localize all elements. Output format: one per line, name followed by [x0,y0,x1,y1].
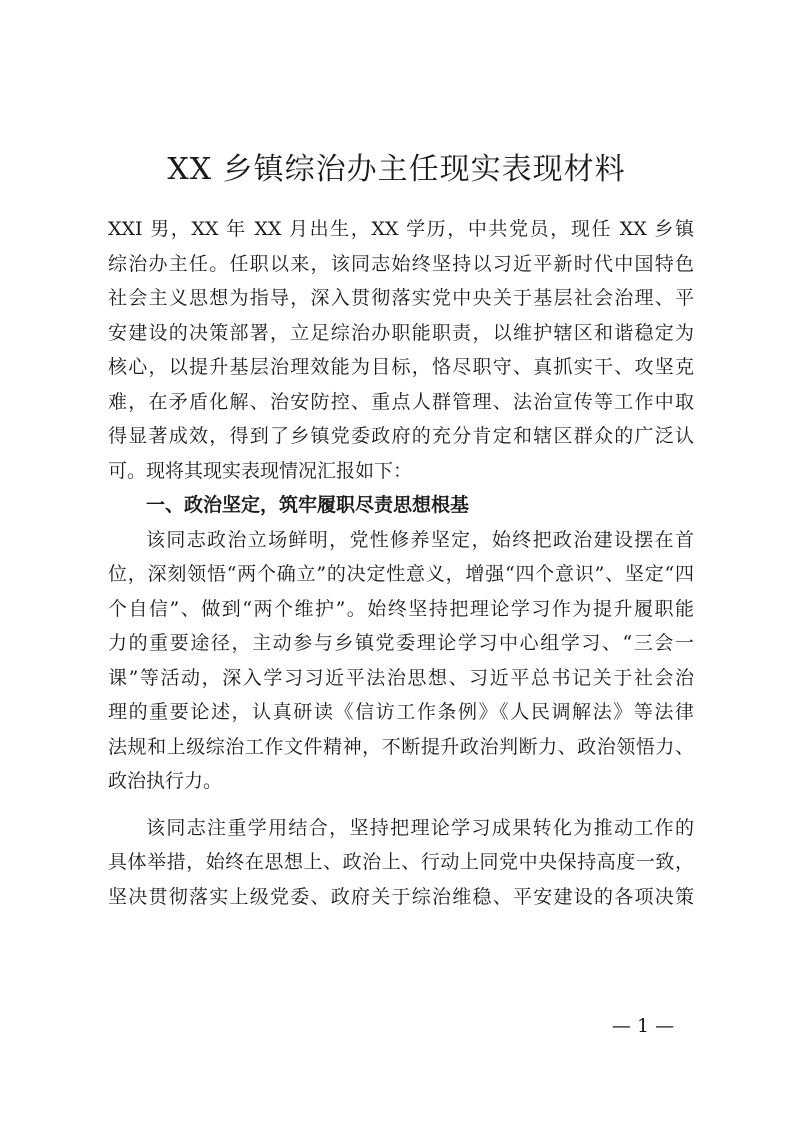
text-line: 核心，以提升基层治理效能为目标，恪尽职守、真抓实干、攻坚克 [108,356,694,378]
paragraph-gap [108,799,694,811]
text-line: 个自信”、做到“两个维护”。始终坚持把理论学习作为提升履职能 [108,597,694,620]
text-line: 综治办主任。任职以来，该同志始终坚持以习近平新时代中国特色 [108,252,694,275]
text-line: 该同志注重学用结合，坚持把理论学习成果转化为推动工作的 [146,816,694,839]
text-line: 安建设的决策部署，立足综治办职能职责，以维护辖区和谐稳定为 [108,321,694,344]
page-number: — 1 — [611,1015,675,1037]
text-line: 力的重要途径，主动参与乡镇党委理论学习中心组学习、“三会一 [108,632,694,654]
section-heading: 一、政治坚定，筑牢履职尽责思想根基 [146,494,470,516]
text-line: 社会主义思想为指导，深入贯彻落实党中央关于基层社会治理、平 [108,287,694,309]
document-title: XX 乡镇综治办主任现实表现材料 [167,152,626,187]
text-line: 具体举措，始终在思想上、政治上、行动上同党中央保持高度一致， [108,851,694,873]
text-line: 坚决贯彻落实上级党委、政府关于综治维稳、平安建设的各项决策 [108,885,694,908]
text-line: 理的重要论述，认真研读《信访工作条例》《人民调解法》等法律 [108,701,694,723]
intro-paragraph [108,212,694,488]
paragraph-study [108,811,694,915]
text-line: 可。现将其现实表现情况汇报如下： [108,459,413,482]
text-line: 政治执行力。 [108,770,223,792]
text-line: 得显著成效，得到了乡镇党委政府的充分肯定和辖区群众的广泛认 [108,425,694,447]
text-line: XXI 男，XX 年 XX 月出生，XX 学历，中共党员，现任 XX 乡镇 [108,218,694,240]
paragraph-political [108,523,694,799]
text-line: 位，深刻领悟“两个确立”的决定性意义，增强“四个意识”、坚定“四 [108,563,694,585]
text-line: 课”等活动，深入学习习近平法治思想、习近平总书记关于社会治 [108,666,694,689]
text-line: 该同志政治立场鲜明，党性修养坚定，始终把政治建设摆在首 [146,528,694,551]
text-line: 难，在矛盾化解、治安防控、重点人群管理、法治宣传等工作中取 [108,390,694,413]
text-line: 法规和上级综治工作文件精神，不断提升政治判断力、政治领悟力、 [108,735,694,758]
document-body [108,212,694,914]
